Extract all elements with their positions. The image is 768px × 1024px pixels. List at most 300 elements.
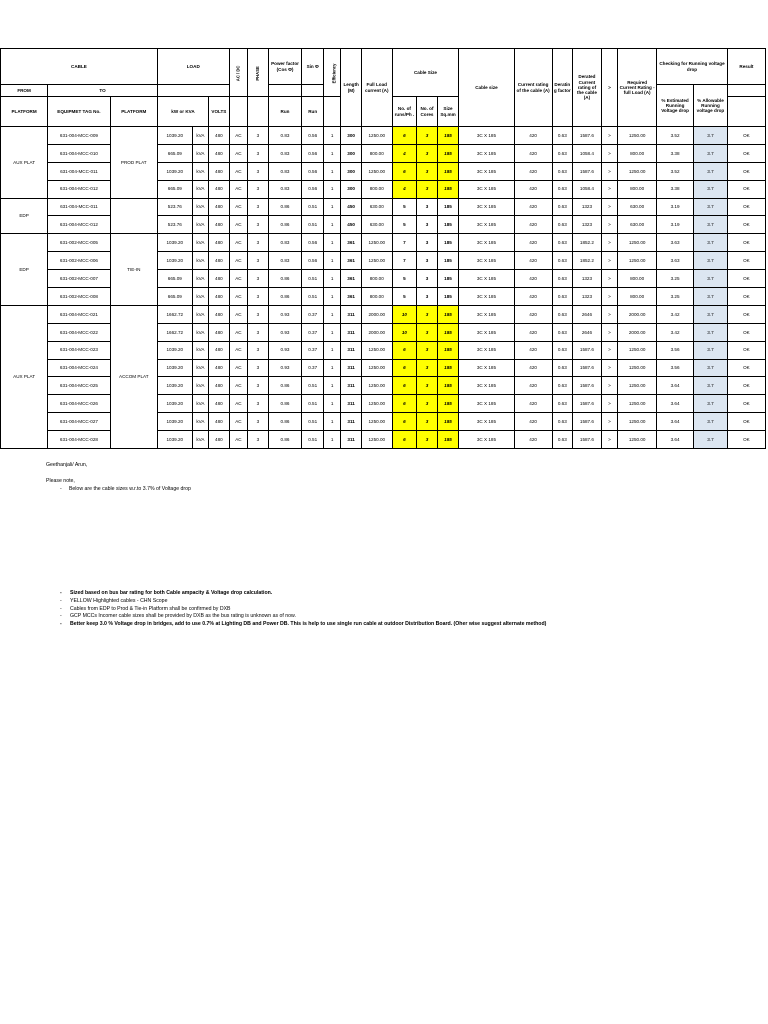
req-cell: 800.00 bbox=[618, 180, 657, 198]
cores-cell: 3 bbox=[417, 341, 438, 359]
result-cell: OK bbox=[727, 127, 765, 145]
gt-cell: > bbox=[601, 377, 617, 395]
gt-cell: > bbox=[601, 413, 617, 431]
runs-cell: 6 bbox=[392, 377, 417, 395]
size-cell: 185 bbox=[437, 288, 459, 306]
derated-cell: 1587.6 bbox=[573, 395, 602, 413]
derate-cell: 0.63 bbox=[552, 198, 573, 216]
result-cell: OK bbox=[727, 395, 765, 413]
allow-cell: 3.7 bbox=[694, 252, 728, 270]
allow-cell: 3.7 bbox=[694, 180, 728, 198]
allow-cell: 3.7 bbox=[694, 216, 728, 234]
platform-from-header: PLATFORM bbox=[1, 97, 48, 127]
gt-cell: > bbox=[601, 341, 617, 359]
acdc-cell: AC bbox=[229, 144, 247, 162]
phase-cell: 3 bbox=[248, 198, 269, 216]
sin-header: Sin Φ bbox=[302, 49, 324, 85]
req-cell: 800.00 bbox=[618, 288, 657, 306]
runs-cell: 6 bbox=[392, 127, 417, 145]
allow-cell: 3.7 bbox=[694, 162, 728, 180]
sin-cell: 0.37 bbox=[302, 359, 324, 377]
cable-cell: 3C X 185 bbox=[459, 144, 514, 162]
unit-cell: kVA bbox=[192, 341, 208, 359]
acdc-spacer bbox=[229, 97, 247, 127]
acdc-cell: AC bbox=[229, 377, 247, 395]
sin-cell: 0.37 bbox=[302, 305, 324, 323]
flc-cell: 1250.00 bbox=[361, 377, 392, 395]
allow-cell: 3.7 bbox=[694, 270, 728, 288]
sin-cell: 0.56 bbox=[302, 144, 324, 162]
len-cell: 311 bbox=[341, 395, 362, 413]
required-current-header: Required Current Rating - full Load (A) bbox=[618, 49, 657, 127]
eff-cell: 1 bbox=[323, 180, 340, 198]
derate-cell: 0.63 bbox=[552, 180, 573, 198]
derated-cell: 1323 bbox=[573, 216, 602, 234]
load-cell: 1039.20 bbox=[157, 162, 192, 180]
volts-cell: 480 bbox=[209, 270, 230, 288]
sin-cell: 0.51 bbox=[302, 413, 324, 431]
load-cell: 1662.72 bbox=[157, 323, 192, 341]
size-cell: 185 bbox=[437, 305, 459, 323]
run-pf-header: Run bbox=[268, 97, 302, 127]
cable-cell: 3C X 185 bbox=[459, 377, 514, 395]
rating-cell: 420 bbox=[514, 252, 552, 270]
cable-header: CABLE bbox=[1, 49, 158, 85]
allow-cell: 3.7 bbox=[694, 234, 728, 252]
volts-cell: 480 bbox=[209, 216, 230, 234]
to-header: TO bbox=[48, 85, 158, 97]
rating-cell: 420 bbox=[514, 198, 552, 216]
eff-cell: 1 bbox=[323, 252, 340, 270]
table-row bbox=[1, 234, 766, 252]
power-factor-header: Power factor (Cos Φ) bbox=[268, 49, 302, 85]
phase-cell: 3 bbox=[248, 288, 269, 306]
derate-cell: 0.63 bbox=[552, 431, 573, 449]
size-cell: 185 bbox=[437, 341, 459, 359]
allow-cell: 3.7 bbox=[694, 377, 728, 395]
eff-cell: 1 bbox=[323, 198, 340, 216]
sin-cell: 0.51 bbox=[302, 377, 324, 395]
pf-cell: 0.93 bbox=[268, 341, 302, 359]
gt-cell: > bbox=[601, 431, 617, 449]
cores-cell: 3 bbox=[417, 359, 438, 377]
result-cell: OK bbox=[727, 216, 765, 234]
table-row bbox=[1, 198, 766, 216]
sin-cell: 0.51 bbox=[302, 270, 324, 288]
volts-header: VOLTS bbox=[209, 97, 230, 127]
gt-cell: > bbox=[601, 305, 617, 323]
cable-cell: 3C X 185 bbox=[459, 395, 514, 413]
req-cell: 1250.00 bbox=[618, 377, 657, 395]
eff-cell: 1 bbox=[323, 359, 340, 377]
pf-cell: 0.83 bbox=[268, 180, 302, 198]
phase-header: PHASE bbox=[248, 49, 269, 97]
cable-cell: 3C X 185 bbox=[459, 127, 514, 145]
rating-cell: 420 bbox=[514, 341, 552, 359]
sin-cell: 0.56 bbox=[302, 234, 324, 252]
volts-cell: 480 bbox=[209, 144, 230, 162]
len-cell: 311 bbox=[341, 377, 362, 395]
pf-cell: 0.86 bbox=[268, 377, 302, 395]
cores-cell: 3 bbox=[417, 180, 438, 198]
cores-cell: 3 bbox=[417, 252, 438, 270]
cable-cell: 3C X 185 bbox=[459, 216, 514, 234]
volts-cell: 480 bbox=[209, 162, 230, 180]
table-row bbox=[1, 127, 766, 145]
phase-spacer bbox=[248, 97, 269, 127]
derate-cell: 0.63 bbox=[552, 252, 573, 270]
acdc-cell: AC bbox=[229, 234, 247, 252]
notes bbox=[46, 461, 191, 493]
cores-cell: 3 bbox=[417, 127, 438, 145]
gt-cell: > bbox=[601, 127, 617, 145]
pf-cell: 0.83 bbox=[268, 252, 302, 270]
derated-cell: 1323 bbox=[573, 198, 602, 216]
derated-cell: 1058.4 bbox=[573, 144, 602, 162]
eff-cell: 1 bbox=[323, 341, 340, 359]
load-cell: 1039.20 bbox=[157, 359, 192, 377]
derate-cell: 0.63 bbox=[552, 323, 573, 341]
derated-cell: 1587.6 bbox=[573, 162, 602, 180]
derating-header: Derating factor bbox=[552, 49, 573, 127]
eff-cell: 1 bbox=[323, 270, 340, 288]
result-cell: OK bbox=[727, 234, 765, 252]
gt-cell: > bbox=[601, 162, 617, 180]
size-cell: 185 bbox=[437, 198, 459, 216]
volts-cell: 480 bbox=[209, 252, 230, 270]
result-spacer-2 bbox=[727, 97, 765, 127]
volts-cell: 480 bbox=[209, 180, 230, 198]
derate-cell: 0.63 bbox=[552, 288, 573, 306]
sin-cell: 0.51 bbox=[302, 216, 324, 234]
runs-cell: 5 bbox=[392, 288, 417, 306]
bullet-item: - Better keep 3.0 % Voltage drop in bridges, add to use 0.7% at Lighting DB and Power DB. This is help to use single run cable at outdoor Distribution Board. (Oher wise suggest alternate method) bbox=[60, 621, 546, 629]
eff-spacer bbox=[323, 97, 340, 127]
result-cell: OK bbox=[727, 413, 765, 431]
to-platform-cell: TIE-IN bbox=[110, 234, 157, 306]
derated-cell: 1058.4 bbox=[573, 180, 602, 198]
to-platform-cell: ACCOM PLAT bbox=[110, 305, 157, 448]
unit-cell: kVA bbox=[192, 270, 208, 288]
tag-cell: 631-002-MCC-005 bbox=[48, 234, 111, 252]
rating-cell: 420 bbox=[514, 234, 552, 252]
cores-cell: 3 bbox=[417, 162, 438, 180]
pf-cell: 0.83 bbox=[268, 127, 302, 145]
phase-cell: 3 bbox=[248, 252, 269, 270]
from-platform-cell: AUX PLAT bbox=[1, 305, 48, 448]
eff-cell: 1 bbox=[323, 413, 340, 431]
flc-cell: 800.00 bbox=[361, 180, 392, 198]
load-cell: 1039.20 bbox=[157, 127, 192, 145]
size-cell: 185 bbox=[437, 359, 459, 377]
eff-cell: 1 bbox=[323, 162, 340, 180]
sin-cell: 0.51 bbox=[302, 198, 324, 216]
size-cell: 185 bbox=[437, 323, 459, 341]
cores-cell: 3 bbox=[417, 234, 438, 252]
tag-header: EQUIPMET TAG No. bbox=[48, 97, 111, 127]
from-platform-cell: EDP bbox=[1, 198, 48, 234]
req-cell: 1250.00 bbox=[618, 162, 657, 180]
result-cell: OK bbox=[727, 359, 765, 377]
tag-cell: 631-004-MCC-027 bbox=[48, 413, 111, 431]
flc-cell: 1250.00 bbox=[361, 431, 392, 449]
derate-cell: 0.63 bbox=[552, 127, 573, 145]
runs-cell: 10 bbox=[392, 323, 417, 341]
bullet-list bbox=[60, 590, 546, 629]
unit-cell: kVA bbox=[192, 180, 208, 198]
allow-cell: 3.7 bbox=[694, 341, 728, 359]
req-cell: 1250.00 bbox=[618, 127, 657, 145]
result-cell: OK bbox=[727, 162, 765, 180]
derated-cell: 2646 bbox=[573, 323, 602, 341]
derated-cell: 1852.2 bbox=[573, 234, 602, 252]
cable-sizing-sheet bbox=[0, 48, 766, 449]
load-cell: 665.09 bbox=[157, 288, 192, 306]
phase-cell: 3 bbox=[248, 162, 269, 180]
derate-cell: 0.63 bbox=[552, 413, 573, 431]
to-platform-cell: PROD PLAT bbox=[110, 127, 157, 199]
allow-cell: 3.7 bbox=[694, 395, 728, 413]
tag-cell: 631-004-MCC-010 bbox=[48, 144, 111, 162]
gt-cell: > bbox=[601, 252, 617, 270]
est-cell: 3.25 bbox=[657, 288, 694, 306]
unit-cell: kVA bbox=[192, 162, 208, 180]
acdc-cell: AC bbox=[229, 395, 247, 413]
allow-cell: 3.7 bbox=[694, 288, 728, 306]
len-cell: 300 bbox=[341, 127, 362, 145]
note-dash-text: Below are the cable sizes w.r.to 3.7% of Voltage drop bbox=[68, 486, 191, 492]
allow-cell: 3.7 bbox=[694, 144, 728, 162]
cable-cell: 3C X 185 bbox=[459, 270, 514, 288]
rating-cell: 420 bbox=[514, 395, 552, 413]
size-cell: 185 bbox=[437, 162, 459, 180]
flc-cell: 800.00 bbox=[361, 144, 392, 162]
eff-cell: 1 bbox=[323, 234, 340, 252]
platform-to-header: PLATFORM bbox=[110, 97, 157, 127]
len-cell: 361 bbox=[341, 288, 362, 306]
phase-cell: 3 bbox=[248, 234, 269, 252]
tag-cell: 631-004-MCC-028 bbox=[48, 431, 111, 449]
acdc-cell: AC bbox=[229, 288, 247, 306]
cable-cell: 3C X 185 bbox=[459, 162, 514, 180]
result-cell: OK bbox=[727, 341, 765, 359]
flc-cell: 1250.00 bbox=[361, 359, 392, 377]
full-load-current-header: Full Load current (A) bbox=[361, 49, 392, 127]
est-cell: 3.38 bbox=[657, 180, 694, 198]
allow-cell: 3.7 bbox=[694, 413, 728, 431]
acdc-cell: AC bbox=[229, 270, 247, 288]
load-cell: 1039.20 bbox=[157, 395, 192, 413]
pf-cell: 0.83 bbox=[268, 162, 302, 180]
cores-cell: 3 bbox=[417, 431, 438, 449]
cable-cell: 3C X 185 bbox=[459, 431, 514, 449]
cores-header: No. of Cores bbox=[417, 97, 438, 127]
unit-cell: kVA bbox=[192, 252, 208, 270]
cable-cell: 3C X 185 bbox=[459, 359, 514, 377]
req-cell: 1250.00 bbox=[618, 341, 657, 359]
bullet-item: - YELLOW Highlighted cables - CHN Scope bbox=[60, 598, 546, 606]
volts-cell: 480 bbox=[209, 234, 230, 252]
result-spacer bbox=[727, 85, 765, 97]
table-row bbox=[1, 305, 766, 323]
flc-cell: 800.00 bbox=[361, 270, 392, 288]
load-cell: 1039.20 bbox=[157, 341, 192, 359]
phase-cell: 3 bbox=[248, 323, 269, 341]
size-cell: 185 bbox=[437, 252, 459, 270]
gt-cell: > bbox=[601, 359, 617, 377]
flc-cell: 1250.00 bbox=[361, 252, 392, 270]
phase-cell: 3 bbox=[248, 144, 269, 162]
flc-cell: 1250.00 bbox=[361, 162, 392, 180]
gt-cell: > bbox=[601, 144, 617, 162]
load-cell: 1039.20 bbox=[157, 234, 192, 252]
len-cell: 450 bbox=[341, 216, 362, 234]
from-platform-cell: EDP bbox=[1, 234, 48, 306]
sin-cell: 0.51 bbox=[302, 288, 324, 306]
est-cell: 3.42 bbox=[657, 323, 694, 341]
load-cell: 1039.20 bbox=[157, 431, 192, 449]
est-cell: 3.56 bbox=[657, 341, 694, 359]
derate-cell: 0.63 bbox=[552, 162, 573, 180]
allow-cell: 3.7 bbox=[694, 127, 728, 145]
runs-cell: 6 bbox=[392, 162, 417, 180]
derated-cell: 1587.6 bbox=[573, 127, 602, 145]
result-cell: OK bbox=[727, 180, 765, 198]
acdc-cell: AC bbox=[229, 216, 247, 234]
cable-cell: 3C X 185 bbox=[459, 234, 514, 252]
acdc-header: AC / DC bbox=[229, 49, 247, 97]
derate-cell: 0.63 bbox=[552, 395, 573, 413]
load-cell: 665.09 bbox=[157, 144, 192, 162]
pf-cell: 0.86 bbox=[268, 288, 302, 306]
derated-cell: 1587.6 bbox=[573, 359, 602, 377]
rating-cell: 420 bbox=[514, 323, 552, 341]
est-cell: 3.19 bbox=[657, 198, 694, 216]
gt-cell: > bbox=[601, 198, 617, 216]
unit-cell: kVA bbox=[192, 127, 208, 145]
pf-cell: 0.93 bbox=[268, 323, 302, 341]
rating-cell: 420 bbox=[514, 288, 552, 306]
unit-cell: kVA bbox=[192, 413, 208, 431]
est-cell: 3.64 bbox=[657, 413, 694, 431]
tag-cell: 631-004-MCC-009 bbox=[48, 127, 111, 145]
req-cell: 2000.00 bbox=[618, 305, 657, 323]
sin-cell: 0.51 bbox=[302, 431, 324, 449]
derate-cell: 0.63 bbox=[552, 341, 573, 359]
note-dash-line: - Below are the cable sizes w.r.to 3.7% of Voltage drop bbox=[60, 486, 191, 492]
cores-cell: 3 bbox=[417, 270, 438, 288]
sin-cell: 0.56 bbox=[302, 252, 324, 270]
size-cell: 185 bbox=[437, 234, 459, 252]
derate-cell: 0.63 bbox=[552, 377, 573, 395]
est-cell: 3.52 bbox=[657, 127, 694, 145]
unit-cell: kVA bbox=[192, 359, 208, 377]
phase-cell: 3 bbox=[248, 413, 269, 431]
cores-cell: 3 bbox=[417, 216, 438, 234]
acdc-cell: AC bbox=[229, 127, 247, 145]
gt-cell: > bbox=[601, 234, 617, 252]
cable-cell: 3C X 185 bbox=[459, 180, 514, 198]
req-cell: 1250.00 bbox=[618, 359, 657, 377]
eff-cell: 1 bbox=[323, 377, 340, 395]
tag-cell: 631-004-MCC-025 bbox=[48, 377, 111, 395]
req-cell: 1250.00 bbox=[618, 431, 657, 449]
pf-cell: 0.86 bbox=[268, 413, 302, 431]
cable-cell: 3C X 185 bbox=[459, 341, 514, 359]
pf-cell: 0.93 bbox=[268, 359, 302, 377]
flc-cell: 630.00 bbox=[361, 198, 392, 216]
est-cell: 3.19 bbox=[657, 216, 694, 234]
load-cell: 665.09 bbox=[157, 180, 192, 198]
size-cell: 185 bbox=[437, 413, 459, 431]
phase-cell: 3 bbox=[248, 395, 269, 413]
tag-cell: 631-004-MCC-021 bbox=[48, 305, 111, 323]
cores-cell: 3 bbox=[417, 198, 438, 216]
volts-cell: 480 bbox=[209, 341, 230, 359]
rating-cell: 420 bbox=[514, 180, 552, 198]
sin-cell: 0.56 bbox=[302, 127, 324, 145]
derated-cell: 1323 bbox=[573, 270, 602, 288]
unit-cell: kVA bbox=[192, 431, 208, 449]
runs-cell: 7 bbox=[392, 252, 417, 270]
kw-header: kW or KVA bbox=[157, 97, 208, 127]
unit-cell: kVA bbox=[192, 305, 208, 323]
phase-cell: 3 bbox=[248, 180, 269, 198]
runs-cell: 4 bbox=[392, 180, 417, 198]
bullet-item: - Cables from EDP to Prod & Tie-in Platform shall be confirmed by DXB bbox=[60, 606, 546, 614]
flc-cell: 1250.00 bbox=[361, 395, 392, 413]
result-cell: OK bbox=[727, 198, 765, 216]
acdc-cell: AC bbox=[229, 305, 247, 323]
volts-cell: 480 bbox=[209, 377, 230, 395]
flc-cell: 1250.00 bbox=[361, 234, 392, 252]
cores-cell: 3 bbox=[417, 377, 438, 395]
len-cell: 311 bbox=[341, 341, 362, 359]
phase-cell: 3 bbox=[248, 216, 269, 234]
size-cell: 185 bbox=[437, 270, 459, 288]
cable-cell: 3C X 185 bbox=[459, 198, 514, 216]
derate-cell: 0.63 bbox=[552, 359, 573, 377]
eff-cell: 1 bbox=[323, 323, 340, 341]
compare-header: > bbox=[601, 49, 617, 127]
runs-cell: 6 bbox=[392, 413, 417, 431]
runs-cell: 4 bbox=[392, 144, 417, 162]
tag-cell: 631-002-MCC-007 bbox=[48, 270, 111, 288]
bullet-item: - GCP MCCs Incomer cable sizes shall be provided by DXB as the bus rating is unknown as of now. bbox=[60, 613, 546, 621]
flc-cell: 630.00 bbox=[361, 216, 392, 234]
result-cell: OK bbox=[727, 377, 765, 395]
len-cell: 361 bbox=[341, 252, 362, 270]
volts-cell: 480 bbox=[209, 288, 230, 306]
unit-cell: kVA bbox=[192, 234, 208, 252]
derated-cell: 1587.6 bbox=[573, 431, 602, 449]
rating-cell: 420 bbox=[514, 305, 552, 323]
cores-cell: 3 bbox=[417, 305, 438, 323]
length-header: Length (M) bbox=[341, 49, 362, 127]
req-cell: 800.00 bbox=[618, 144, 657, 162]
sin-cell: 0.51 bbox=[302, 395, 324, 413]
acdc-cell: AC bbox=[229, 198, 247, 216]
eff-cell: 1 bbox=[323, 431, 340, 449]
volts-cell: 480 bbox=[209, 413, 230, 431]
derate-cell: 0.63 bbox=[552, 305, 573, 323]
len-cell: 361 bbox=[341, 234, 362, 252]
req-cell: 1250.00 bbox=[618, 413, 657, 431]
rating-cell: 420 bbox=[514, 413, 552, 431]
len-cell: 450 bbox=[341, 198, 362, 216]
gt-cell: > bbox=[601, 180, 617, 198]
acdc-cell: AC bbox=[229, 359, 247, 377]
